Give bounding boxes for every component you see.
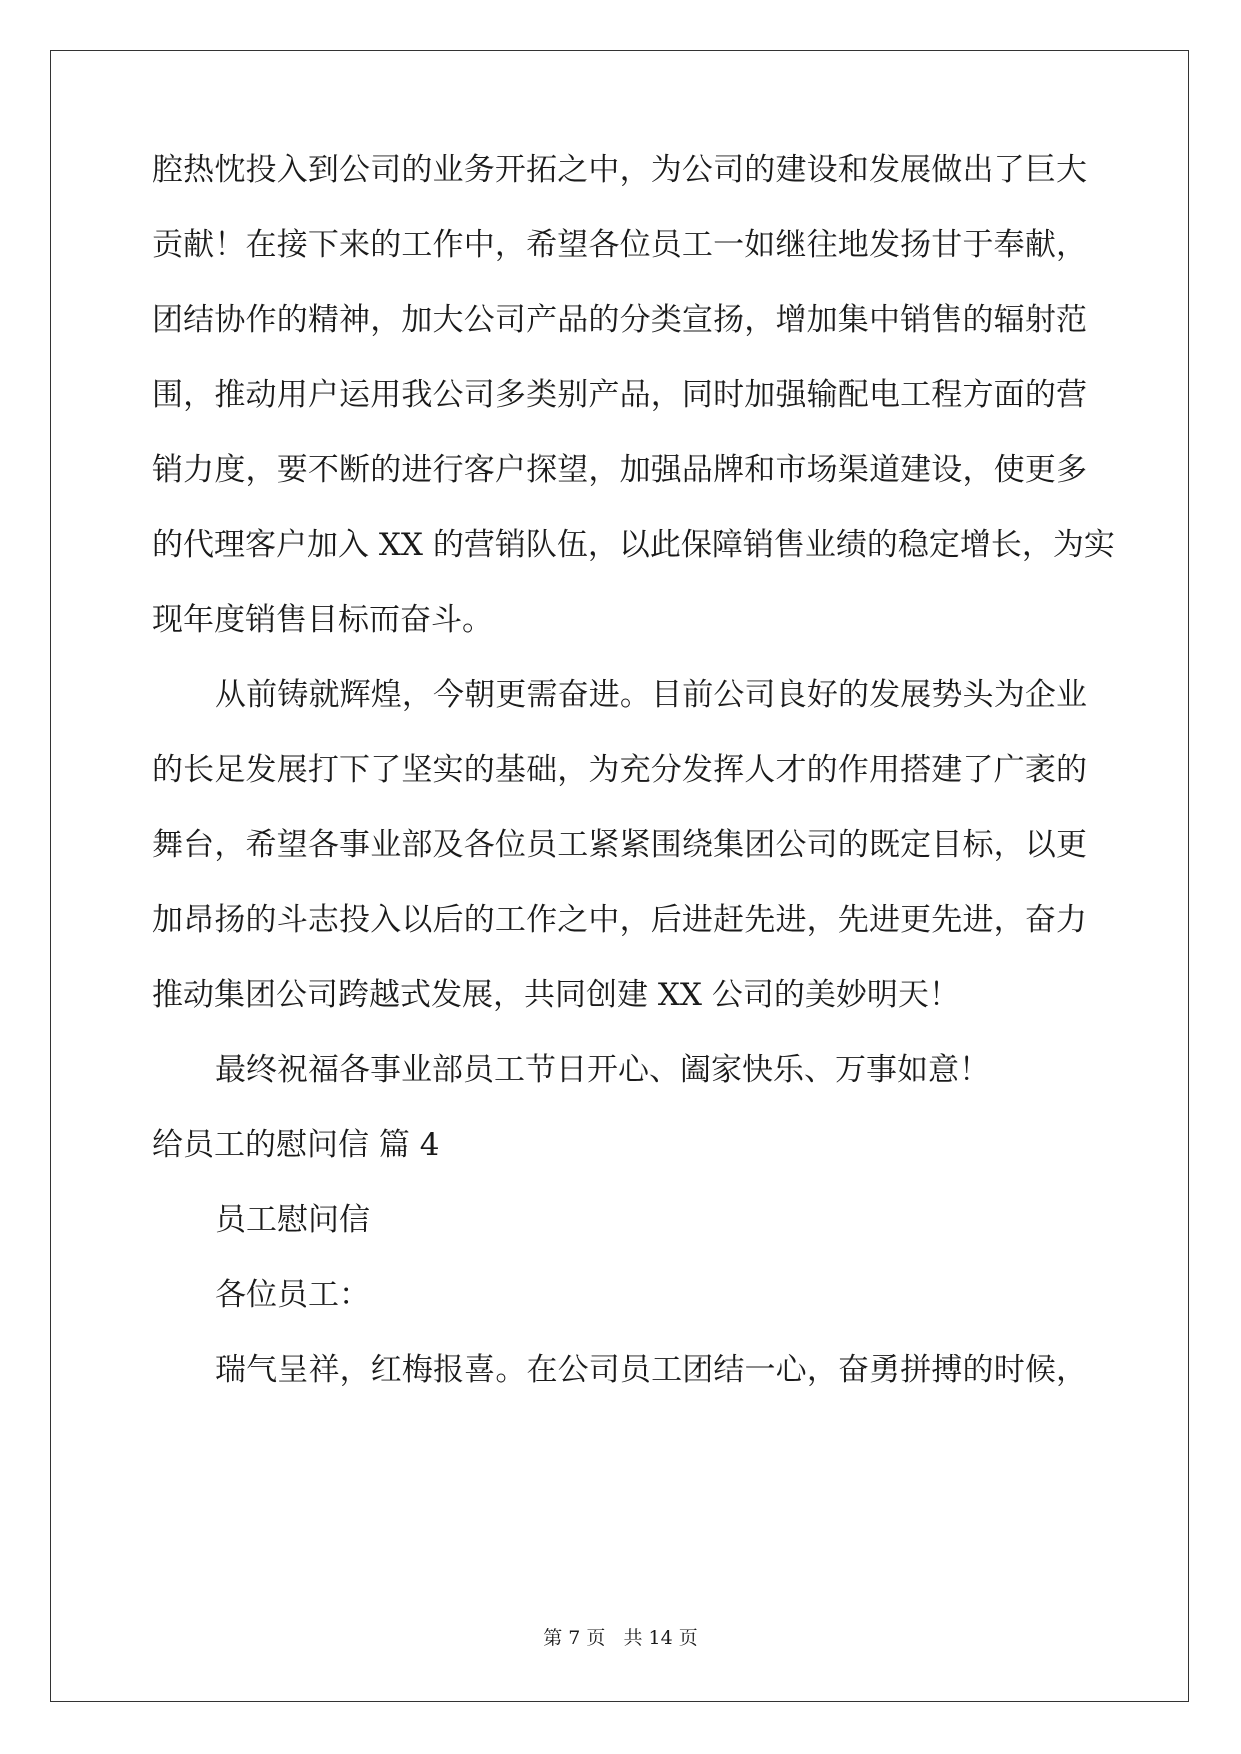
body-line: 的代理客户加入 XX 的营销队伍，以此保障销售业绩的稳定增长，为实 bbox=[152, 527, 1115, 563]
page-number: 第 7 页 bbox=[543, 1627, 606, 1649]
body-line: 推动集团公司跨越式发展，共同创建 XX 公司的美妙明天！ bbox=[152, 977, 960, 1013]
body-line: 贡献！在接下来的工作中，希望各位员工一如继往地发扬甘于奉献， bbox=[152, 227, 1087, 263]
body-line: 现年度销售目标而奋斗。 bbox=[152, 602, 493, 638]
closing-wish: 最终祝福各事业部员工节日开心、阖家快乐、万事如意！ bbox=[215, 1052, 990, 1088]
body-line: 腔热忱投入到公司的业务开拓之中，为公司的建设和发展做出了巨大 bbox=[152, 152, 1087, 188]
body-line: 加昂扬的斗志投入以后的工作之中，后进赶先进，先进更先进，奋力 bbox=[152, 902, 1087, 938]
page-total: 共 14 页 bbox=[623, 1627, 698, 1649]
body-line: 的长足发展打下了坚实的基础，为充分发挥人才的作用搭建了广袤的 bbox=[152, 752, 1087, 788]
paragraph-first-line: 从前铸就辉煌，今朝更需奋进。目前公司良好的发展势头为企业 bbox=[215, 677, 1087, 713]
paragraph-first-line: 瑞气呈祥，红梅报喜。在公司员工团结一心，奋勇拼搏的时候， bbox=[215, 1352, 1087, 1388]
letter-title: 员工慰问信 bbox=[215, 1202, 370, 1238]
body-line: 团结协作的精神，加大公司产品的分类宣扬，增加集中销售的辐射范 bbox=[152, 302, 1087, 338]
page-footer bbox=[0, 1626, 1241, 1650]
section-heading: 给员工的慰问信 篇 4 bbox=[152, 1127, 440, 1163]
body-line: 销力度，要不断的进行客户探望，加强品牌和市场渠道建设，使更多 bbox=[152, 452, 1087, 488]
letter-salutation: 各位员工： bbox=[215, 1277, 370, 1313]
body-line: 舞台，希望各事业部及各位员工紧紧围绕集团公司的既定目标，以更 bbox=[152, 827, 1087, 863]
page-frame bbox=[50, 50, 1189, 1702]
body-line: 围，推动用户运用我公司多类别产品，同时加强输配电工程方面的营 bbox=[152, 377, 1087, 413]
